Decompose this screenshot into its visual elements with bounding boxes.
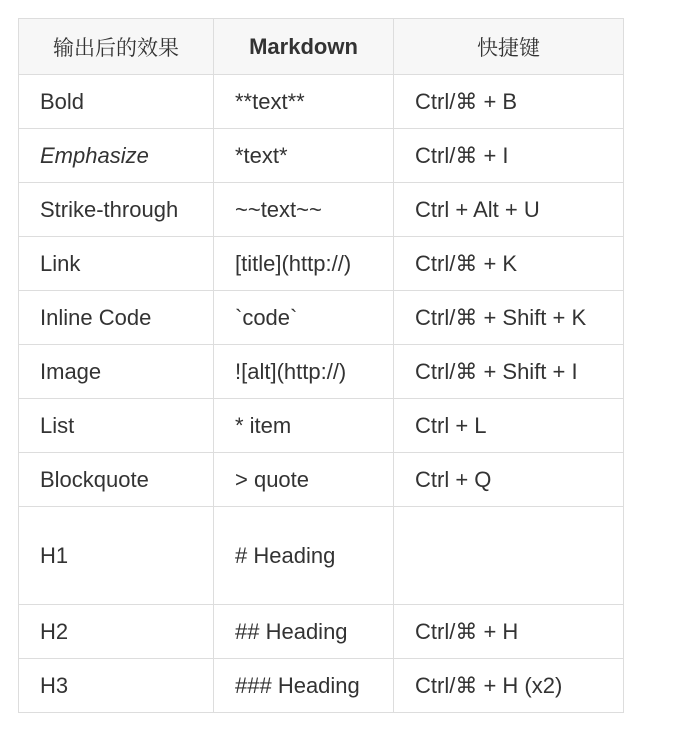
markdown-cell: `code` [214,291,394,345]
table-row [19,75,624,129]
table-row [19,399,624,453]
table-row [19,345,624,399]
effect-cell: H3 [19,659,214,713]
markdown-cell: [title](http://) [214,237,394,291]
effect-cell: List [19,399,214,453]
effect-cell: Inline Code [19,291,214,345]
effect-cell: Link [19,237,214,291]
effect-cell: Strike-through [19,183,214,237]
shortcut-cell: Ctrl + Alt + U [394,183,624,237]
markdown-cell: # Heading [214,507,394,605]
shortcut-cell: Ctrl + L [394,399,624,453]
shortcut-cell: Ctrl/⌘ + K [394,237,624,291]
markdown-shortcuts-table [18,18,624,713]
table-row [19,605,624,659]
header-markdown: Markdown [214,19,394,75]
shortcut-cell: Ctrl/⌘ + Shift + I [394,345,624,399]
markdown-cell: * item [214,399,394,453]
effect-cell: H1 [19,507,214,605]
table-row [19,237,624,291]
table-row [19,183,624,237]
header-shortcut: 快捷键 [394,19,624,75]
markdown-cell: ### Heading [214,659,394,713]
effect-cell: Bold [19,75,214,129]
shortcut-cell: Ctrl/⌘ + I [394,129,624,183]
shortcut-cell: Ctrl/⌘ + B [394,75,624,129]
effect-cell: Blockquote [19,453,214,507]
shortcut-cell: Ctrl/⌘ + Shift + K [394,291,624,345]
markdown-cell: *text* [214,129,394,183]
effect-cell: H2 [19,605,214,659]
table-header-row [19,19,624,75]
table-row [19,291,624,345]
table-row [19,507,624,605]
markdown-cell: ~~text~~ [214,183,394,237]
effect-cell: Image [19,345,214,399]
markdown-cell: ## Heading [214,605,394,659]
shortcut-cell: Ctrl + Q [394,453,624,507]
shortcut-cell [394,507,624,605]
table-row [19,453,624,507]
markdown-cell: > quote [214,453,394,507]
effect-cell: Emphasize [19,129,214,183]
table-row [19,129,624,183]
table-row [19,659,624,713]
markdown-cell: **text** [214,75,394,129]
shortcut-cell: Ctrl/⌘ + H (x2) [394,659,624,713]
header-effect: 输出后的效果 [19,19,214,75]
shortcut-cell: Ctrl/⌘ + H [394,605,624,659]
markdown-cell: ![alt](http://) [214,345,394,399]
